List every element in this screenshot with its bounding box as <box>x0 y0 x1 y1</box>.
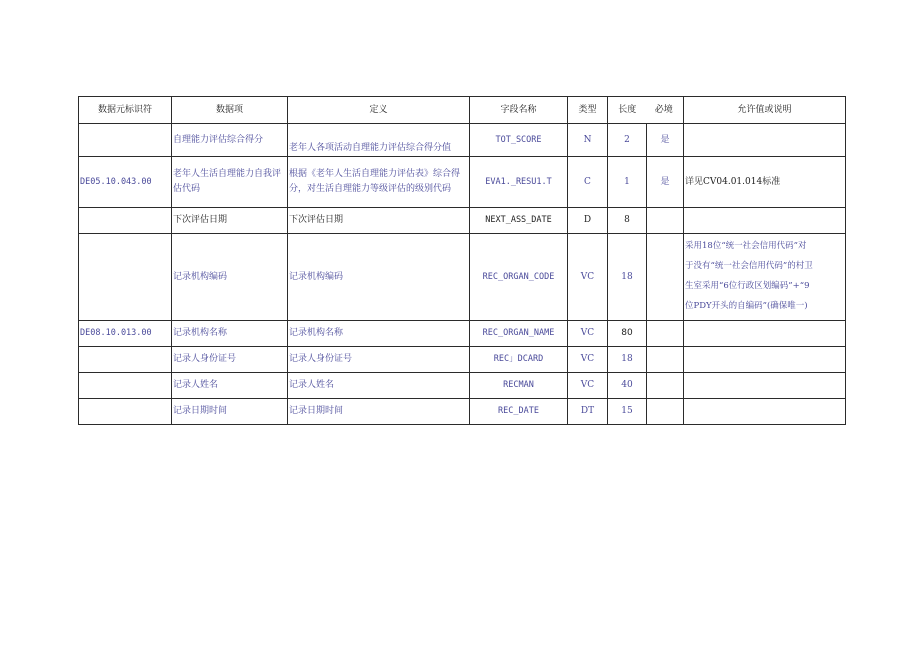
cell-length: 8 <box>608 208 647 234</box>
cell-allowed <box>684 399 846 425</box>
header-allowed-values: 允许值或说明 <box>684 97 846 124</box>
cell-type: VC <box>568 347 608 373</box>
cell-definition: 记录日期时间 <box>288 399 470 425</box>
cell-definition: 记录机构名称 <box>288 321 470 347</box>
cell-field-name: REC_ORGAN_CODE <box>470 234 568 321</box>
cell-definition: 老年人各项活动自理能力评估综合得分值 <box>288 124 470 157</box>
cell-type: N <box>568 124 608 157</box>
cell-length: 18 <box>608 347 647 373</box>
cell-required: 是 <box>647 157 684 208</box>
cell-item: 记录日期时间 <box>172 399 288 425</box>
allowed-note-line: 采用18位“统一社会信用代码”对 <box>685 241 807 251</box>
table-header-row <box>79 97 846 124</box>
cell-allowed <box>684 347 846 373</box>
cell-length: 2 <box>608 124 647 157</box>
cell-de-id: DE08.10.013.00 <box>79 321 172 347</box>
table-row <box>79 234 846 321</box>
header-de-id: 数据元标识符 <box>79 97 172 124</box>
cell-de-id <box>79 208 172 234</box>
cell-allowed <box>684 373 846 399</box>
cell-length: 40 <box>608 373 647 399</box>
allowed-note-line: 于没有“统一社会信用代码”的村卫 <box>685 261 813 271</box>
data-element-table <box>78 96 846 425</box>
cell-item: 下次评估日期 <box>172 208 288 234</box>
cell-de-id <box>79 347 172 373</box>
cell-definition: 记录人姓名 <box>288 373 470 399</box>
header-item: 数据项 <box>172 97 288 124</box>
cell-definition: 记录人身份证号 <box>288 347 470 373</box>
cell-field-name: EVA1._RESU1.T <box>470 157 568 208</box>
cell-type: VC <box>568 234 608 321</box>
cell-allowed <box>684 124 846 157</box>
table-row <box>79 124 846 157</box>
cell-field-name: REC_DATE <box>470 399 568 425</box>
cell-definition: 下次评估日期 <box>288 208 470 234</box>
cell-required <box>647 399 684 425</box>
header-field-name: 字段名称 <box>470 97 568 124</box>
cell-allowed: 详见CV04.01.014标准 <box>684 157 846 208</box>
cell-de-id <box>79 399 172 425</box>
cell-field-name: REC」DCARD <box>470 347 568 373</box>
table-row <box>79 399 846 425</box>
cell-allowed <box>684 321 846 347</box>
allowed-note-line: 位PDY开头的自编码”(确保唯一) <box>685 301 808 311</box>
cell-definition: 记录机构编码 <box>288 234 470 321</box>
cell-de-id <box>79 373 172 399</box>
header-length-required <box>608 97 684 124</box>
cell-item: 记录机构编码 <box>172 234 288 321</box>
table-row <box>79 208 846 234</box>
cell-field-name: REC_ORGAN_NAME <box>470 321 568 347</box>
cell-length: 1 <box>608 157 647 208</box>
cell-type: C <box>568 157 608 208</box>
cell-type: DT <box>568 399 608 425</box>
cell-length: 80 <box>608 321 647 347</box>
cell-required <box>647 234 684 321</box>
cell-length: 18 <box>608 234 647 321</box>
cell-item: 记录人姓名 <box>172 373 288 399</box>
cell-allowed <box>684 208 846 234</box>
cell-required: 是 <box>647 124 684 157</box>
cell-item: 自理能力评估综合得分 <box>172 124 288 157</box>
cell-field-name: RECMAN <box>470 373 568 399</box>
cell-definition: 根据《老年人生活自理能力评估表》综合得分，对生活自理能力等级评估的级别代码 <box>288 157 470 208</box>
cell-de-id <box>79 124 172 157</box>
cell-required <box>647 321 684 347</box>
cell-type: VC <box>568 373 608 399</box>
cell-required <box>647 208 684 234</box>
cell-de-id: DE05.10.043.00 <box>79 157 172 208</box>
cell-type: VC <box>568 321 608 347</box>
cell-field-name: NEXT_ASS_DATE <box>470 208 568 234</box>
header-length: 长度 <box>618 104 637 115</box>
table-row <box>79 321 846 347</box>
cell-allowed <box>684 234 846 321</box>
cell-field-name: TOT_SCORE <box>470 124 568 157</box>
cell-type: D <box>568 208 608 234</box>
cell-de-id <box>79 234 172 321</box>
cell-item: 记录人身份证号 <box>172 347 288 373</box>
table-row <box>79 373 846 399</box>
allowed-note-line: 生室采用“6位行政区划编码”+“9 <box>685 281 810 291</box>
cell-required <box>647 373 684 399</box>
cell-length: 15 <box>608 399 647 425</box>
cell-required <box>647 347 684 373</box>
table-row <box>79 157 846 208</box>
cell-item: 记录机构名称 <box>172 321 288 347</box>
header-required: 必境 <box>654 104 673 115</box>
header-type: 类型 <box>568 97 608 124</box>
cell-item: 老年人生活自理能力自我评估代码 <box>172 157 288 208</box>
table-row <box>79 347 846 373</box>
header-definition: 定义 <box>288 97 470 124</box>
